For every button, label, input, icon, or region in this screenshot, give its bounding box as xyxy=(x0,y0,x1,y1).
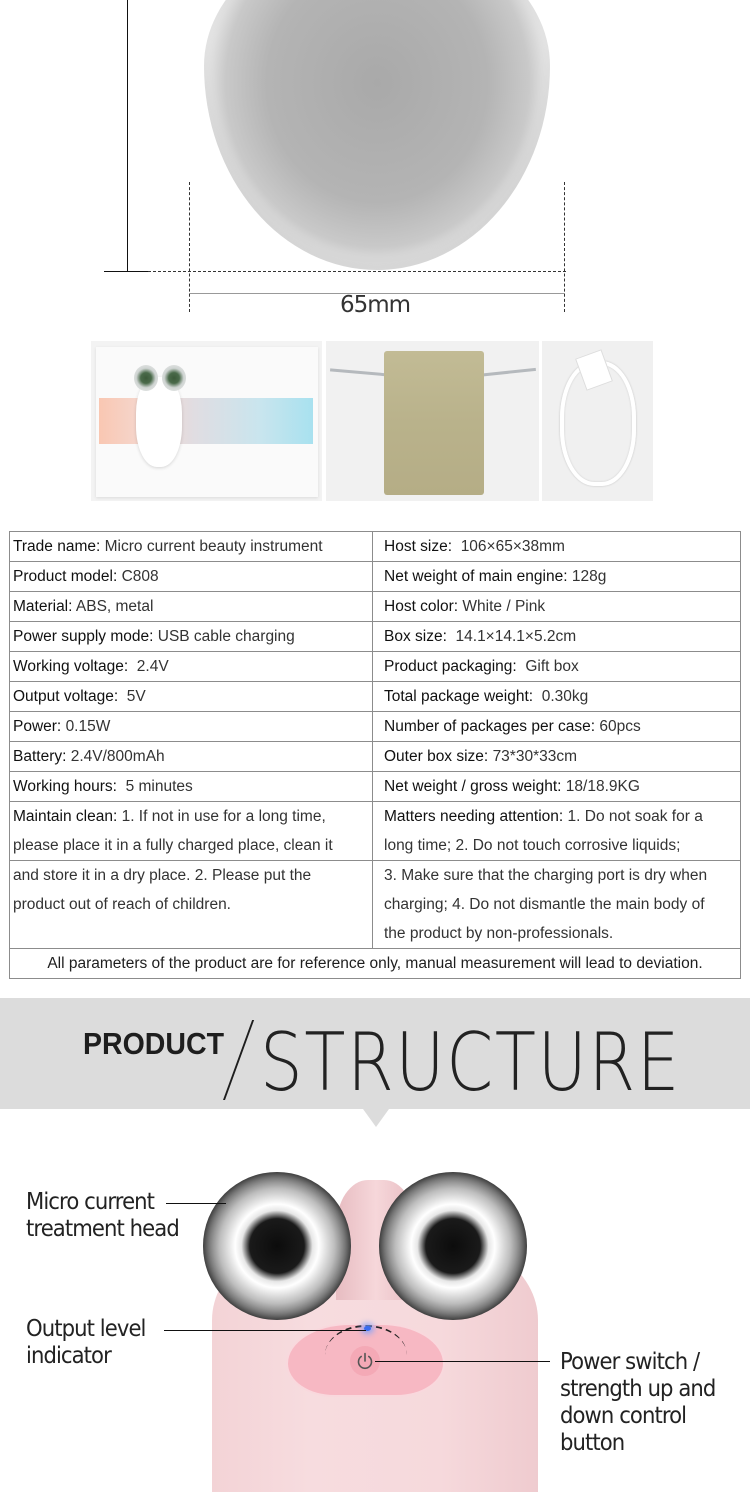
bag-drawstring-right xyxy=(476,368,536,377)
callout-power-switch: Power switch / strength up and down control button xyxy=(560,1349,716,1456)
table-row xyxy=(10,742,741,772)
section-title-large: STRUCTURE xyxy=(260,1016,682,1109)
maintain-clean-cell-part1: Maintain clean: 1. If not in use for a long time, please place it in a fully charged place, clean it xyxy=(10,802,373,861)
spec-cell: Host color: White / Pink xyxy=(373,592,741,622)
power-icon xyxy=(355,1351,375,1371)
table-row xyxy=(10,622,741,652)
storage-bag-photo xyxy=(326,341,539,501)
spec-cell: Box size: 14.1×14.1×5.2cm xyxy=(373,622,741,652)
baseline-dashed-line xyxy=(148,271,566,272)
table-row xyxy=(10,949,741,979)
spec-cell: Number of packages per case: 60pcs xyxy=(373,712,741,742)
spec-cell: Outer box size: 73*30*33cm xyxy=(373,742,741,772)
callout-output-indicator: Output level indicator xyxy=(26,1316,146,1369)
width-dimension-label: 65mm xyxy=(339,292,411,318)
dimension-drawing xyxy=(0,0,750,335)
height-dimension-tick xyxy=(104,271,148,272)
device-ball-left xyxy=(134,365,158,391)
table-row xyxy=(10,532,741,562)
spec-cell: Net weight of main engine: 128g xyxy=(373,562,741,592)
table-row xyxy=(10,861,741,949)
table-row xyxy=(10,562,741,592)
height-dimension-line xyxy=(127,0,128,271)
treatment-head-right xyxy=(379,1172,527,1320)
table-row xyxy=(10,772,741,802)
footnote-cell: All parameters of the product are for reference only, manual measurement will lead to deviation. xyxy=(10,949,741,979)
table-row xyxy=(10,802,741,861)
spec-cell: Battery: 2.4V/800mAh xyxy=(10,742,373,772)
treatment-head-left xyxy=(203,1172,351,1320)
callout-line-treatment-head xyxy=(166,1203,226,1204)
spec-cell: Product packaging: Gift box xyxy=(373,652,741,682)
spec-cell: Total package weight: 0.30kg xyxy=(373,682,741,712)
table-row xyxy=(10,682,741,712)
spec-cell: Product model: C808 xyxy=(10,562,373,592)
drawstring-bag xyxy=(384,351,484,495)
spec-table xyxy=(9,531,741,979)
table-row xyxy=(10,652,741,682)
spec-cell: Power supply mode: USB cable charging xyxy=(10,622,373,652)
maintain-clean-cell-part2: and store it in a dry place. 2. Please put the product out of reach of children. xyxy=(10,861,373,949)
spec-cell: Material: ABS, metal xyxy=(10,592,373,622)
usb-cable-photo xyxy=(542,341,653,501)
gift-box-photo xyxy=(91,341,322,501)
device-structure-diagram xyxy=(0,1160,750,1492)
spec-cell: Net weight / gross weight: 18/18.9KG xyxy=(373,772,741,802)
gift-box-gradient-stripe xyxy=(99,398,313,444)
spec-cell: Trade name: Micro current beauty instrument xyxy=(10,532,373,562)
spec-cell: Working voltage: 2.4V xyxy=(10,652,373,682)
spec-cell: Output voltage: 5V xyxy=(10,682,373,712)
bag-drawstring-left xyxy=(330,368,390,376)
section-title-small: PRODUCT xyxy=(83,1026,225,1061)
table-row xyxy=(10,592,741,622)
attention-cell-part1: Matters needing attention: 1. Do not soak for a long time; 2. Do not touch corrosive liquids; xyxy=(373,802,741,861)
attention-cell-part2: 3. Make sure that the charging port is dry when charging; 4. Do not dismantle the main body of the product by non-professionals. xyxy=(373,861,741,949)
callout-treatment-head: Micro current treatment head xyxy=(26,1189,179,1242)
callout-line-output-indicator xyxy=(164,1330,366,1331)
callout-line-power-switch xyxy=(375,1361,550,1362)
gift-box xyxy=(96,347,318,497)
device-ball-right xyxy=(162,365,186,391)
spec-cell: Power: 0.15W xyxy=(10,712,373,742)
table-row xyxy=(10,712,741,742)
section-header-pointer xyxy=(363,1109,389,1127)
device-back-image xyxy=(204,0,550,270)
spec-cell: Working hours: 5 minutes xyxy=(10,772,373,802)
spec-cell: Host size: 106×65×38mm xyxy=(373,532,741,562)
